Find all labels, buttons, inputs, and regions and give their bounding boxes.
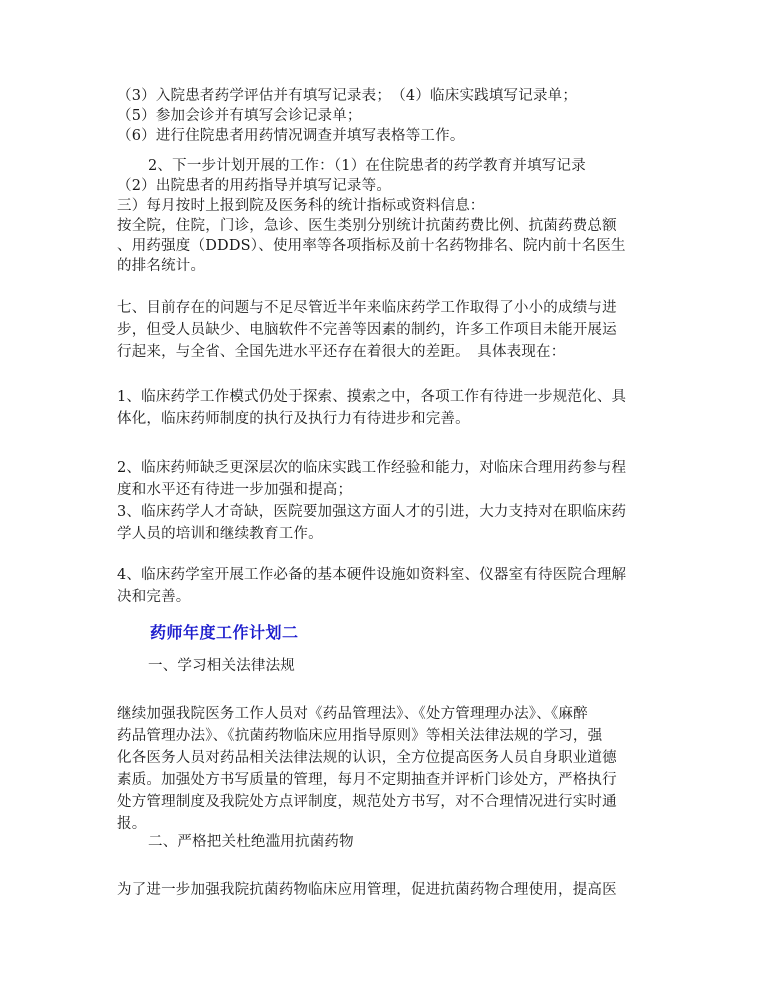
text-line: 1、临床药学工作模式仍处于探索、摸索之中，各项工作有待进一步规范化、具 <box>117 389 627 405</box>
text-line: 度和水平还有待进一步加强和提高； <box>117 482 353 498</box>
text-line: 为了进一步加强我院抗菌药物临床应用管理，促进抗菌药物合理使用，提高医 <box>117 882 617 898</box>
text-line: 一、学习相关法律法规 <box>148 658 295 674</box>
text-line: （5）参加会诊并有填写会诊记录单； <box>117 108 362 124</box>
text-line: 、用药强度（DDDS）、使用率等各项指标及前十名药物排名、院内前十名医生 <box>117 238 626 254</box>
text-line: 处方管理制度及我院处方点评制度，规范处方书写，对不合理情况进行实时通 <box>117 794 617 810</box>
text-line: 决和完善。 <box>117 589 191 605</box>
text-line: 继续加强我院医务工作人员对《药品管理法》、《处方管理理办法》、《麻醉 <box>117 706 588 722</box>
section-heading: 药师年度工作计划二 <box>150 623 299 642</box>
text-line: 报。 <box>117 816 147 832</box>
text-line: 体化，临床药师制度的执行及执行力有待进步和完善。 <box>117 411 470 427</box>
text-line: 的排名统计。 <box>117 258 206 274</box>
text-line: 二、严格把关杜绝滥用抗菌药物 <box>148 834 354 850</box>
text-line: 2、下一步计划开展的工作：（1）在住院患者的药学教育并填写记录 <box>148 158 586 174</box>
text-line: （6）进行住院患者用药情况调查并填写表格等工作。 <box>117 128 465 144</box>
text-line: 行起来，与全省、全国先进水平还存在着很大的差距。 具体表现在： <box>117 344 566 360</box>
text-line: 4、临床药学室开展工作必备的基本硬件设施如资料室、仪器室有待医院合理解 <box>117 567 627 583</box>
text-line: 三）每月按时上报到院及医务科的统计指标或资料信息： <box>117 198 485 214</box>
text-line: 3、临床药学人才奇缺，医院要加强这方面人才的引进，大力支持对在职临床药 <box>117 504 627 520</box>
text-line: 药品管理办法》、《抗菌药物临床应用指导原则》等相关法律法规的学习，强 <box>117 728 603 744</box>
text-line: （2）出院患者的用药指导并填写记录等。 <box>117 178 392 194</box>
text-line: 化各医务人员对药品相关法律法规的认识，全方位提高医务人员自身职业道德 <box>117 750 617 766</box>
text-line: 2、临床药师缺乏更深层次的临床实践工作经验和能力，对临床合理用药参与程 <box>117 460 627 476</box>
text-line: 步，但受人员缺少、电脑软件不完善等因素的制约，许多工作项目未能开展运 <box>117 322 617 338</box>
text-line: 七、目前存在的问题与不足尽管近半年来临床药学工作取得了小小的成绩与进 <box>117 300 617 316</box>
text-line: 学人员的培训和继续教育工作。 <box>117 526 323 542</box>
text-line: 按全院，住院，门诊，急诊、医生类别分别统计抗菌药费比例、抗菌药费总额 <box>117 218 617 234</box>
text-line: 素质。加强处方书写质量的管理，每月不定期抽查并评析门诊处方，严格执行 <box>117 772 617 788</box>
text-line: （3）入院患者药学评估并有填写记录表； （4）临床实践填写记录单； <box>117 88 578 104</box>
